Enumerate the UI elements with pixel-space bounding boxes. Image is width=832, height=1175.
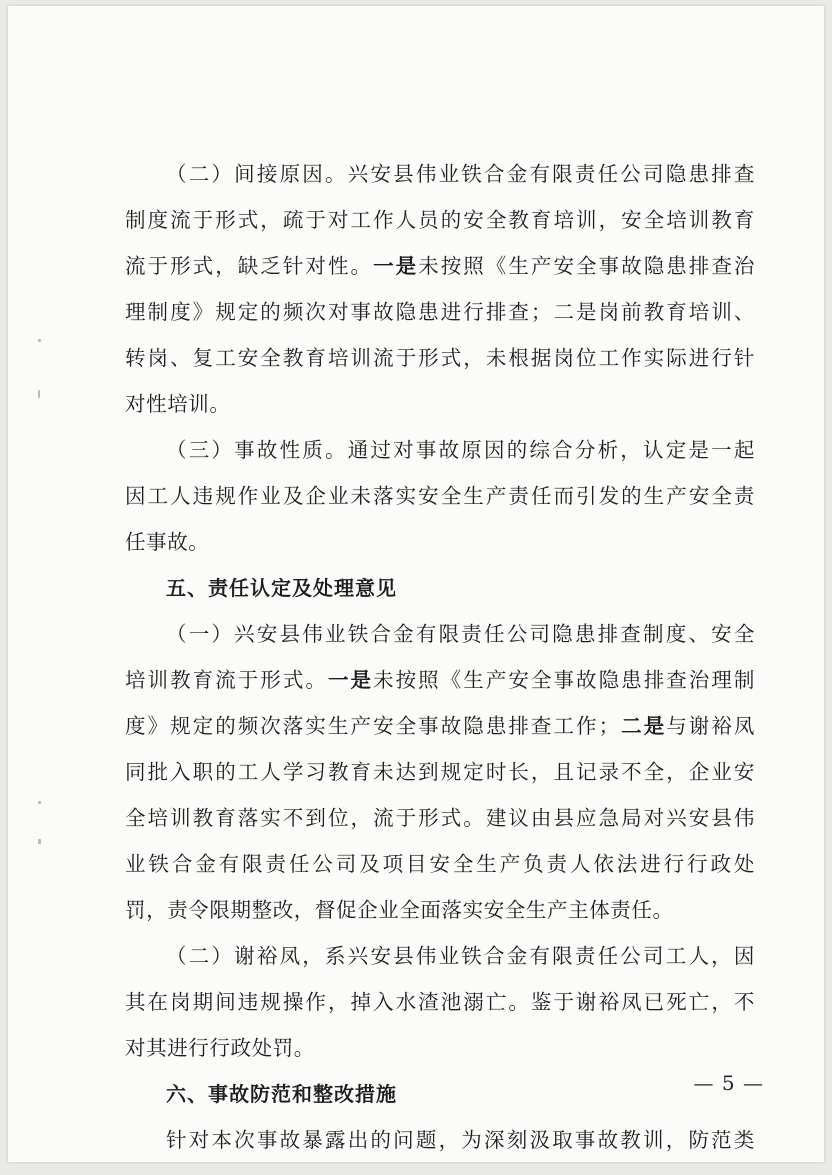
text-run: 未按照《生产安全事故隐患排查治理制: [373, 668, 755, 692]
text-line: [125, 711, 755, 741]
text-line: （二）谢裕凤，系兴安县伟业铁合金有限责任公司工人，因: [166, 944, 755, 968]
text-line: 理制度》规定的频次对事故隐患进行排查；二是岗前教育培训、: [125, 300, 755, 324]
text-line: 其在岗期间违规操作，掉入水渣池溺亡。鉴于谢裕凤已死亡，不: [125, 990, 755, 1014]
text-line: （三）事故性质。通过对事故原因的综合分析，认定是一起: [166, 438, 755, 462]
text-line: 任事故。: [125, 530, 210, 554]
scan-speck: [38, 801, 41, 804]
text-line: 同批入职的工人学习教育未达到规定时长，且记录不全，企业安: [125, 760, 755, 784]
scan-speck: [38, 390, 40, 398]
text-line: 罚，责令限期整改，督促企业全面落实安全生产主体责任。: [125, 898, 674, 922]
text-run: 度》规定的频次落实生产安全事故隐患排查工作；: [125, 714, 620, 738]
text-line: 转岗、复工安全教育培训流于形式，未根据岗位工作实际进行针: [125, 346, 755, 370]
emphasis-second: 二是: [619, 714, 667, 738]
emphasis-first: 一是: [327, 668, 374, 692]
text-run: 未按照《生产安全事故隐患排查治: [418, 254, 756, 278]
page-number: — 5 —: [693, 1071, 764, 1095]
text-run: 流于形式，缺乏针对性。: [125, 254, 374, 278]
text-line: 对其进行行政处罚。: [125, 1036, 315, 1060]
text-line: 因工人违规作业及企业未落实安全生产责任而引发的生产安全责: [125, 484, 755, 508]
section-heading: 六、事故防范和整改措施: [166, 1082, 397, 1106]
text-run: 培训教育流于形式。: [125, 668, 328, 692]
text-line: [125, 665, 755, 695]
text-line: 制度流于形式，疏于对工作人员的安全教育培训，安全培训教育: [125, 208, 755, 232]
emphasis-first: 一是: [373, 254, 419, 278]
text-line: [125, 251, 755, 281]
text-line: 针对本次事故暴露出的问题，为深刻汲取事故教训，防范类: [166, 1128, 755, 1152]
scan-speck: [38, 839, 41, 844]
document-page: [8, 6, 824, 1162]
text-line: （二）间接原因。兴安县伟业铁合金有限责任公司隐患排查: [166, 162, 755, 186]
text-line: 业铁合金有限责任公司及项目安全生产负责人依法进行行政处: [125, 852, 755, 876]
text-line: （一）兴安县伟业铁合金有限责任公司隐患排查制度、安全: [166, 622, 755, 646]
scan-speck: [38, 339, 41, 342]
text-line: 全培训教育落实不到位，流于形式。建议由县应急局对兴安县伟: [125, 806, 755, 830]
section-heading: 五、责任认定及处理意见: [166, 576, 397, 600]
text-run: 与谢裕凤: [666, 714, 756, 738]
text-line: 对性培训。: [125, 392, 231, 416]
